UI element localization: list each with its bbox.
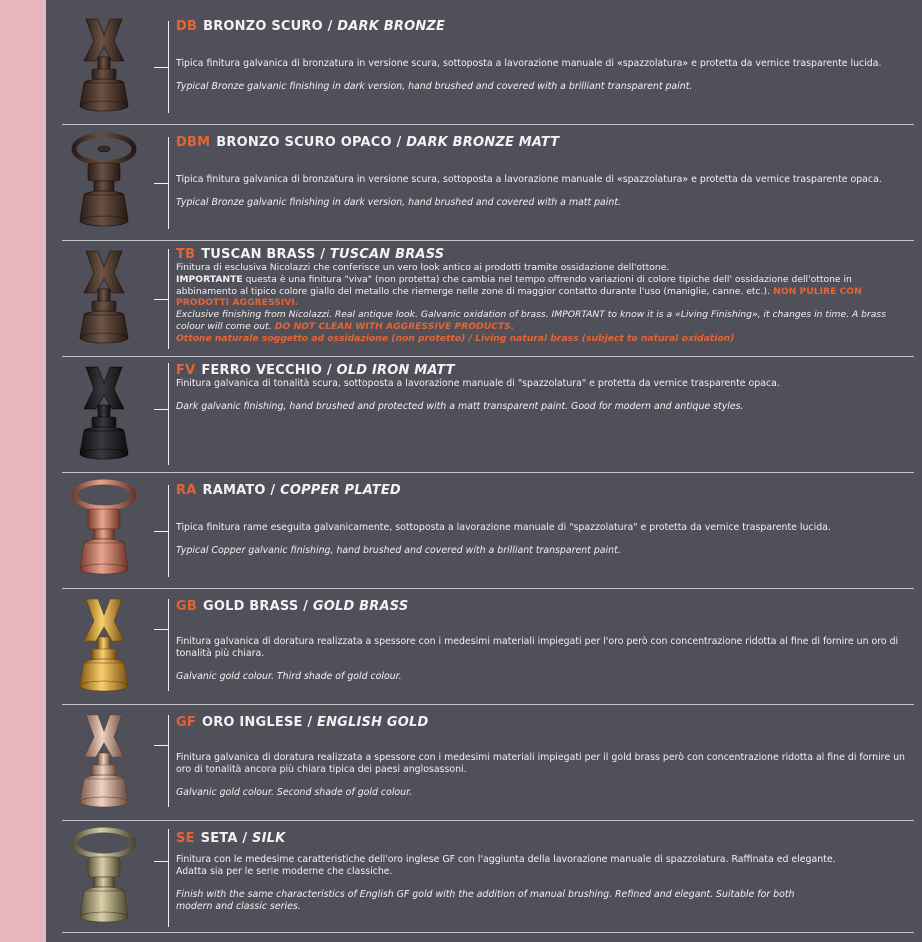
pointer-line [154,299,168,300]
finish-code: GB [176,599,197,614]
finish-code: DB [176,19,198,34]
finish-name-en: DARK BRONZE MATT [406,135,560,150]
description-it: Tipica finitura galvanica di bronzatura in versione scura, sottoposta a lavorazione manuale di «spazzolatura» e protetta da vernice trasparente opaca. [176,174,882,185]
side-color-strip [0,0,46,942]
finish-name-en: ENGLISH GOLD [317,715,429,730]
pointer-line [154,67,168,68]
dark-bronze-matt-tap-image [62,129,146,231]
finish-code: SE [176,831,195,846]
divider-line [168,249,169,349]
finish-name-en: TUSCAN BRASS [329,247,445,262]
finishes-list [62,9,914,933]
finish-code: TB [176,247,196,262]
finish-row-fv [62,357,914,473]
finish-name-it: BRONZO SCURO OPACO [216,135,392,150]
finish-title [176,135,910,150]
finish-name-it: ORO INGLESE [201,715,303,730]
description-en: Finish with the same characteristics of English GF gold with the addition of manual brushing. Refined and elegant. Suitable for both modern and classic series. [176,889,795,912]
silk-tap-image [62,825,146,927]
description-it: Tipica finitura galvanica di bronzatura in versione scura, sottoposta a lavorazione manuale di «spazzolatura» e protetta da vernice trasparente lucida. [176,58,882,69]
finish-title [176,247,910,262]
finish-title [176,363,910,378]
title-separator: / [298,599,313,614]
finish-title [176,715,910,730]
description-en: Exclusive finishing from Nicolazzi. Real antique look. Galvanic oxidation of brass. IMPORTANT to know it is a «Living Finishing», it changes in time. A brass colour will come out. DO NOT CLEAN WITH AGGRESSIVE PRODUCTS. [176,309,886,332]
finish-name-en: COPPER PLATED [280,483,401,498]
finish-title [176,19,910,34]
title-separator: / [322,363,337,378]
description-en: Typical Bronze galvanic finishing in dark version, hand brushed and covered with a matt paint. [176,197,622,208]
finish-title [176,831,910,846]
finish-name-it: RAMATO [202,483,266,498]
description-it: Finitura galvanica di tonalità scura, sottoposta a lavorazione manuale di "spazzolatura" e protetta da vernice trasparente opaca. [176,378,780,389]
finish-row-db [62,9,914,125]
finish-name-it: GOLD BRASS [202,599,299,614]
finish-row-gf [62,705,914,821]
tuscan-brass-tap-image [62,245,146,347]
finish-code: DBM [176,135,211,150]
finish-row-dbm [62,125,914,241]
description-it: Finitura di esclusiva Nicolazzi che conferisce un vero look antico ai prodotti tramite ossidazione dell'ottone. IMPORTANTE questa è una finitura "viva" (non protetta) che cambia nel tempo offrendo variazioni di colore tipiche dell' ossidazione dell'ottone in abbinamento al tipico colore giallo del metallo che riemerge nelle zone di maggior contatto durante l'uso (maniglie, canne. etc.). NON PULIRE CON PRODOTTI AGGRESSIVI. [176,262,862,309]
title-separator: / [315,247,330,262]
pointer-line [154,183,168,184]
divider-line [168,137,169,229]
old-iron-tap-image [62,361,146,463]
pointer-line [154,409,168,410]
divider-line [168,21,169,113]
copper-plated-tap-image [62,477,146,579]
divider-line [168,363,169,465]
divider-line [168,829,169,927]
finish-code: RA [176,483,197,498]
finish-name-it: FERRO VECCHIO [201,363,323,378]
finish-title [176,599,910,614]
finish-name-it: BRONZO SCURO [203,19,323,34]
description-it: Finitura galvanica di doratura realizzata a spessore con i medesimi materiali impiegati per il gold brass però con concentrazione ridotta al fine di fornire un oro di tonalità ancora più chiara tipica dei paesi anglosassoni. [176,752,905,775]
description-en: Dark galvanic finishing, hand brushed and protected with a matt transparent paint. Good for modern and antique styles. [176,401,744,412]
finish-name-en: SILK [252,831,286,846]
finish-row-gb [62,589,914,705]
oxidation-note: Ottone naturale soggetto ad ossidazione (non protetto) / Living natural brass (subject to natural oxidation) [176,332,735,344]
pointer-line [154,861,168,862]
finish-row-tb [62,241,914,357]
finish-row-se [62,821,914,933]
title-separator: / [265,483,281,498]
description-en: Galvanic gold colour. Second shade of gold colour. [176,787,413,798]
description-en: Typical Bronze galvanic finishing in dark version, hand brushed and covered with a brilliant transparent paint. [176,81,693,92]
title-separator: / [322,19,338,34]
finish-name-en: DARK BRONZE [337,19,446,34]
english-gold-tap-image [62,709,146,811]
dark-bronze-tap-image [62,13,146,115]
divider-line [168,485,169,577]
pointer-line [154,531,168,532]
divider-line [168,715,169,807]
title-separator: / [302,715,317,730]
description-en: Typical Copper galvanic finishing, hand brushed and covered with a brilliant transparent paint. [176,545,621,556]
description-it: Finitura galvanica di doratura realizzata a spessore con i medesimi materiali impiegati per l'oro però con concentrazione ridotta al fine di fornire un oro di tonalità più chiara. [176,636,899,659]
finish-row-ra [62,473,914,589]
title-separator: / [237,831,253,846]
finish-name-en: OLD IRON MATT [336,363,455,378]
finish-code: FV [176,363,196,378]
description-it: Finitura con le medesime caratteristiche dell'oro inglese GF con l'aggiunta della lavorazione manuale di spazzolatura. Raffinata ed elegante. Adatta sia per le serie moderne che classiche. [176,854,836,877]
finish-name-en: GOLD BRASS [312,599,409,614]
finish-name-it: TUSCAN BRASS [201,247,316,262]
description-it: Tipica finitura rame eseguita galvanicamente, sottoposta a lavorazione manuale di "spazzolatura" e protetta da vernice trasparente lucida. [176,522,831,533]
finish-name-it: SETA [200,831,238,846]
gold-brass-tap-image [62,593,146,695]
description-en: Galvanic gold colour. Third shade of gold colour. [176,671,402,682]
warning-it: NON PULIRE CON PRODOTTI AGGRESSIVI. [176,285,862,309]
finish-title [176,483,910,498]
important-label: IMPORTANTE [176,273,243,285]
warning-en: DO NOT CLEAN WITH AGGRESSIVE PRODUCTS. [271,320,515,332]
pointer-line [154,745,168,746]
finish-code: GF [176,715,196,730]
divider-line [168,599,169,691]
title-separator: / [391,135,407,150]
pointer-line [154,629,168,630]
